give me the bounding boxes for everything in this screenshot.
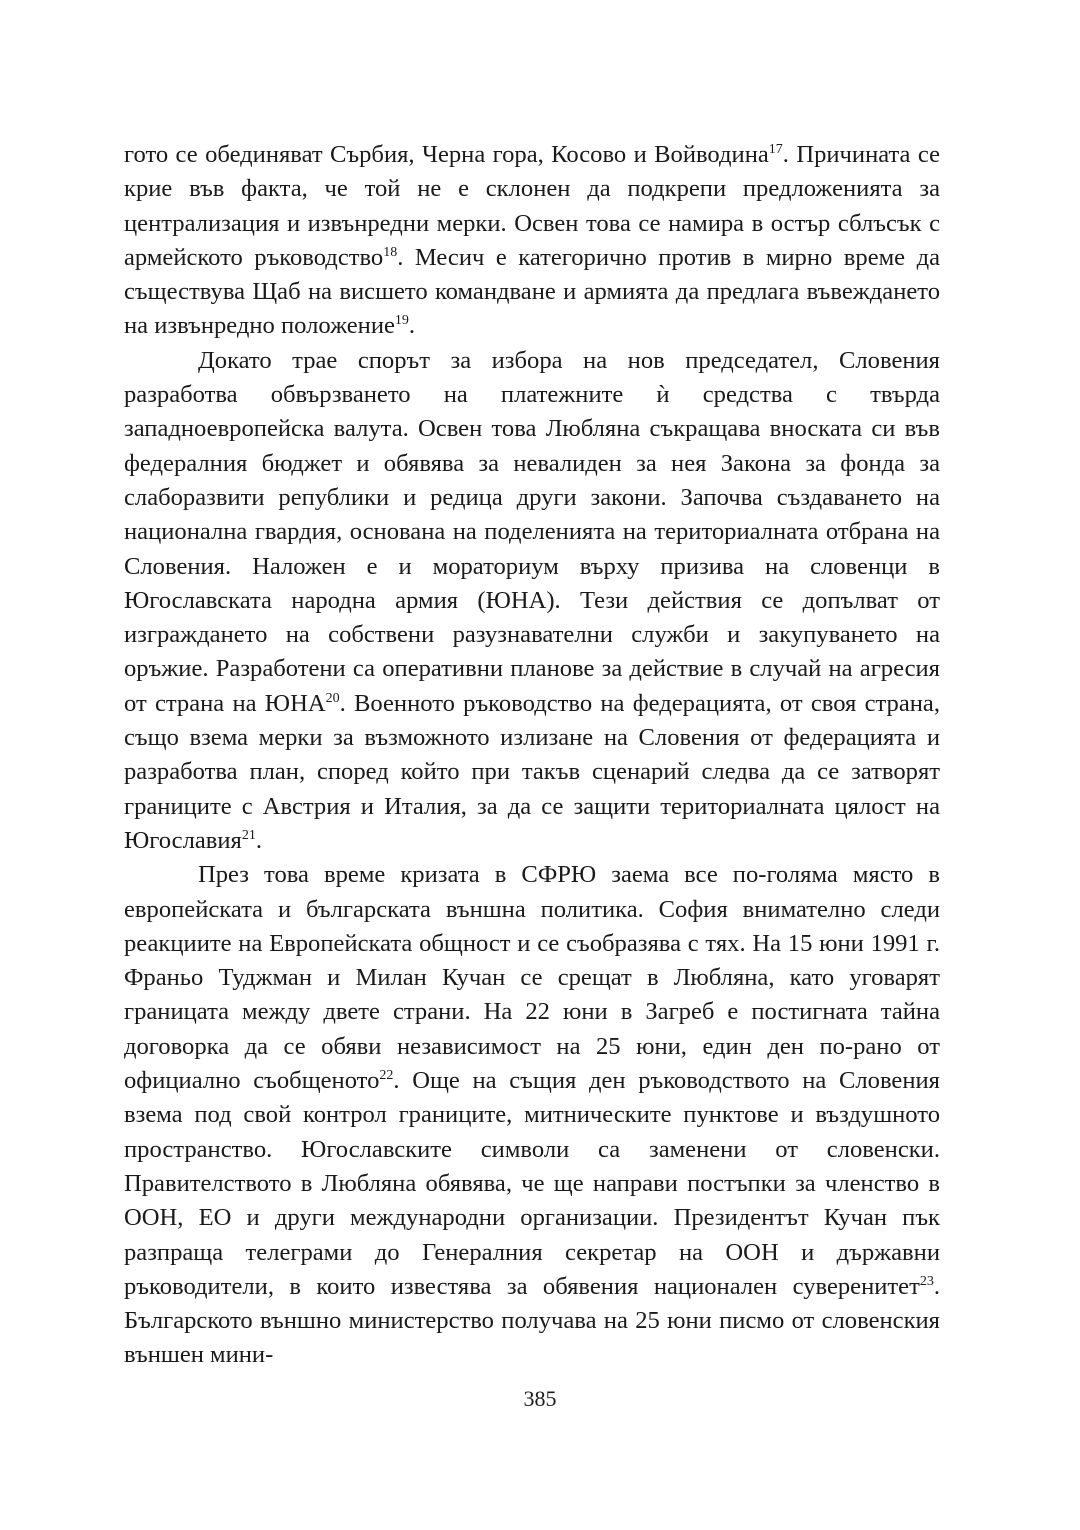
footnote-ref-21: 21 xyxy=(241,827,256,843)
paragraph-3 xyxy=(124,858,940,1372)
text-segment: . Българското външно министерство получава на 25 юни писмо от словенския външен мини- xyxy=(124,1272,940,1369)
paragraph-2 xyxy=(124,344,940,858)
text-segment: Докато трае спорът за избора на нов председател, Словения разработва обвързването на платежните ѝ средства с твърда западноевропейска валута. Освен това Любляна съкращава вноската си във федералния бюджет и обявява за невалиден за нея Закона за фонда за слаборазвити републики и редица други закони. Започва създаването на национална гвардия, основана на поделенията на териториалната отбрана на Словения. Наложен е и мораториум върху призива на словенци в Югославската народна армия (ЮНА). Тези действия се допълват от изграждането на собствени разузнавателни служби и закупуването на оръжие. Разработени са оперативни планове за действие в случай на агресия от страна на ЮНА xyxy=(124,346,940,717)
page-number: 385 xyxy=(523,1386,557,1411)
text-segment: . xyxy=(408,312,416,340)
footnote-ref-19: 19 xyxy=(394,313,409,329)
text-segment: . Военното ръководство на федерацията, от своя страна, също взема мерки за възможното излизане на Словения от федерацията и разработва план, според който при такъв сценарий следва да се затворят границите с Австрия и Италия, за да се защити териториалната цялост на Югославия xyxy=(124,689,940,854)
footnote-ref-17: 17 xyxy=(768,142,783,157)
text-segment: . Още на същия ден ръководството на Словения взема под свой контрол границите, митническите пунктове и въздушното пространство. Югославските символи са заменени от словенски. Правителството в Любляна обявява, че ще направи постъпки за членство в ООН, ЕО и други международни организации. Президентът Кучан пък разпраща телеграми до Генералния секретар на ООН и държавни ръководители, в които известява за обявения национален суверенитет xyxy=(124,1067,940,1300)
footnote-ref-18: 18 xyxy=(383,244,398,260)
text-segment: През това време кризата в СФРЮ заема все по-голяма място в европейската и българската външна политика. София внимателно следи реакциите на Европейската общност и се съобразява с тях. На 15 юни 1991 г. Франьо Туджман и Милан Кучан се срещат в Любляна, като уговарят границата между двете страни. На 22 юни в Загреб е постигната тайна договорка да се обяви независимост на 25 юни, един ден по-рано от официално съобщеното xyxy=(124,861,940,1095)
text-segment: . Месич е категорично против в мирно време да съществува Щаб на висшето командване и армията да предлага въвеждането на извънредно положение xyxy=(124,243,940,340)
text-segment: . Причината се крие във факта, че той не е склонен да подкрепи предложенията за централизация и извънредни мерки. Освен това се намира в остър сблъсък с армейското ръководство xyxy=(124,141,940,271)
footnote-ref-20: 20 xyxy=(325,690,340,706)
footnote-ref-22: 22 xyxy=(379,1068,394,1084)
footnote-ref-23: 23 xyxy=(919,1273,934,1289)
page-body xyxy=(124,138,940,1373)
text-segment: . xyxy=(255,826,263,854)
paragraph-1 xyxy=(124,138,940,344)
text-segment: гото се обединяват Сърбия, Черна гора, Косово и Войводина xyxy=(124,141,769,168)
